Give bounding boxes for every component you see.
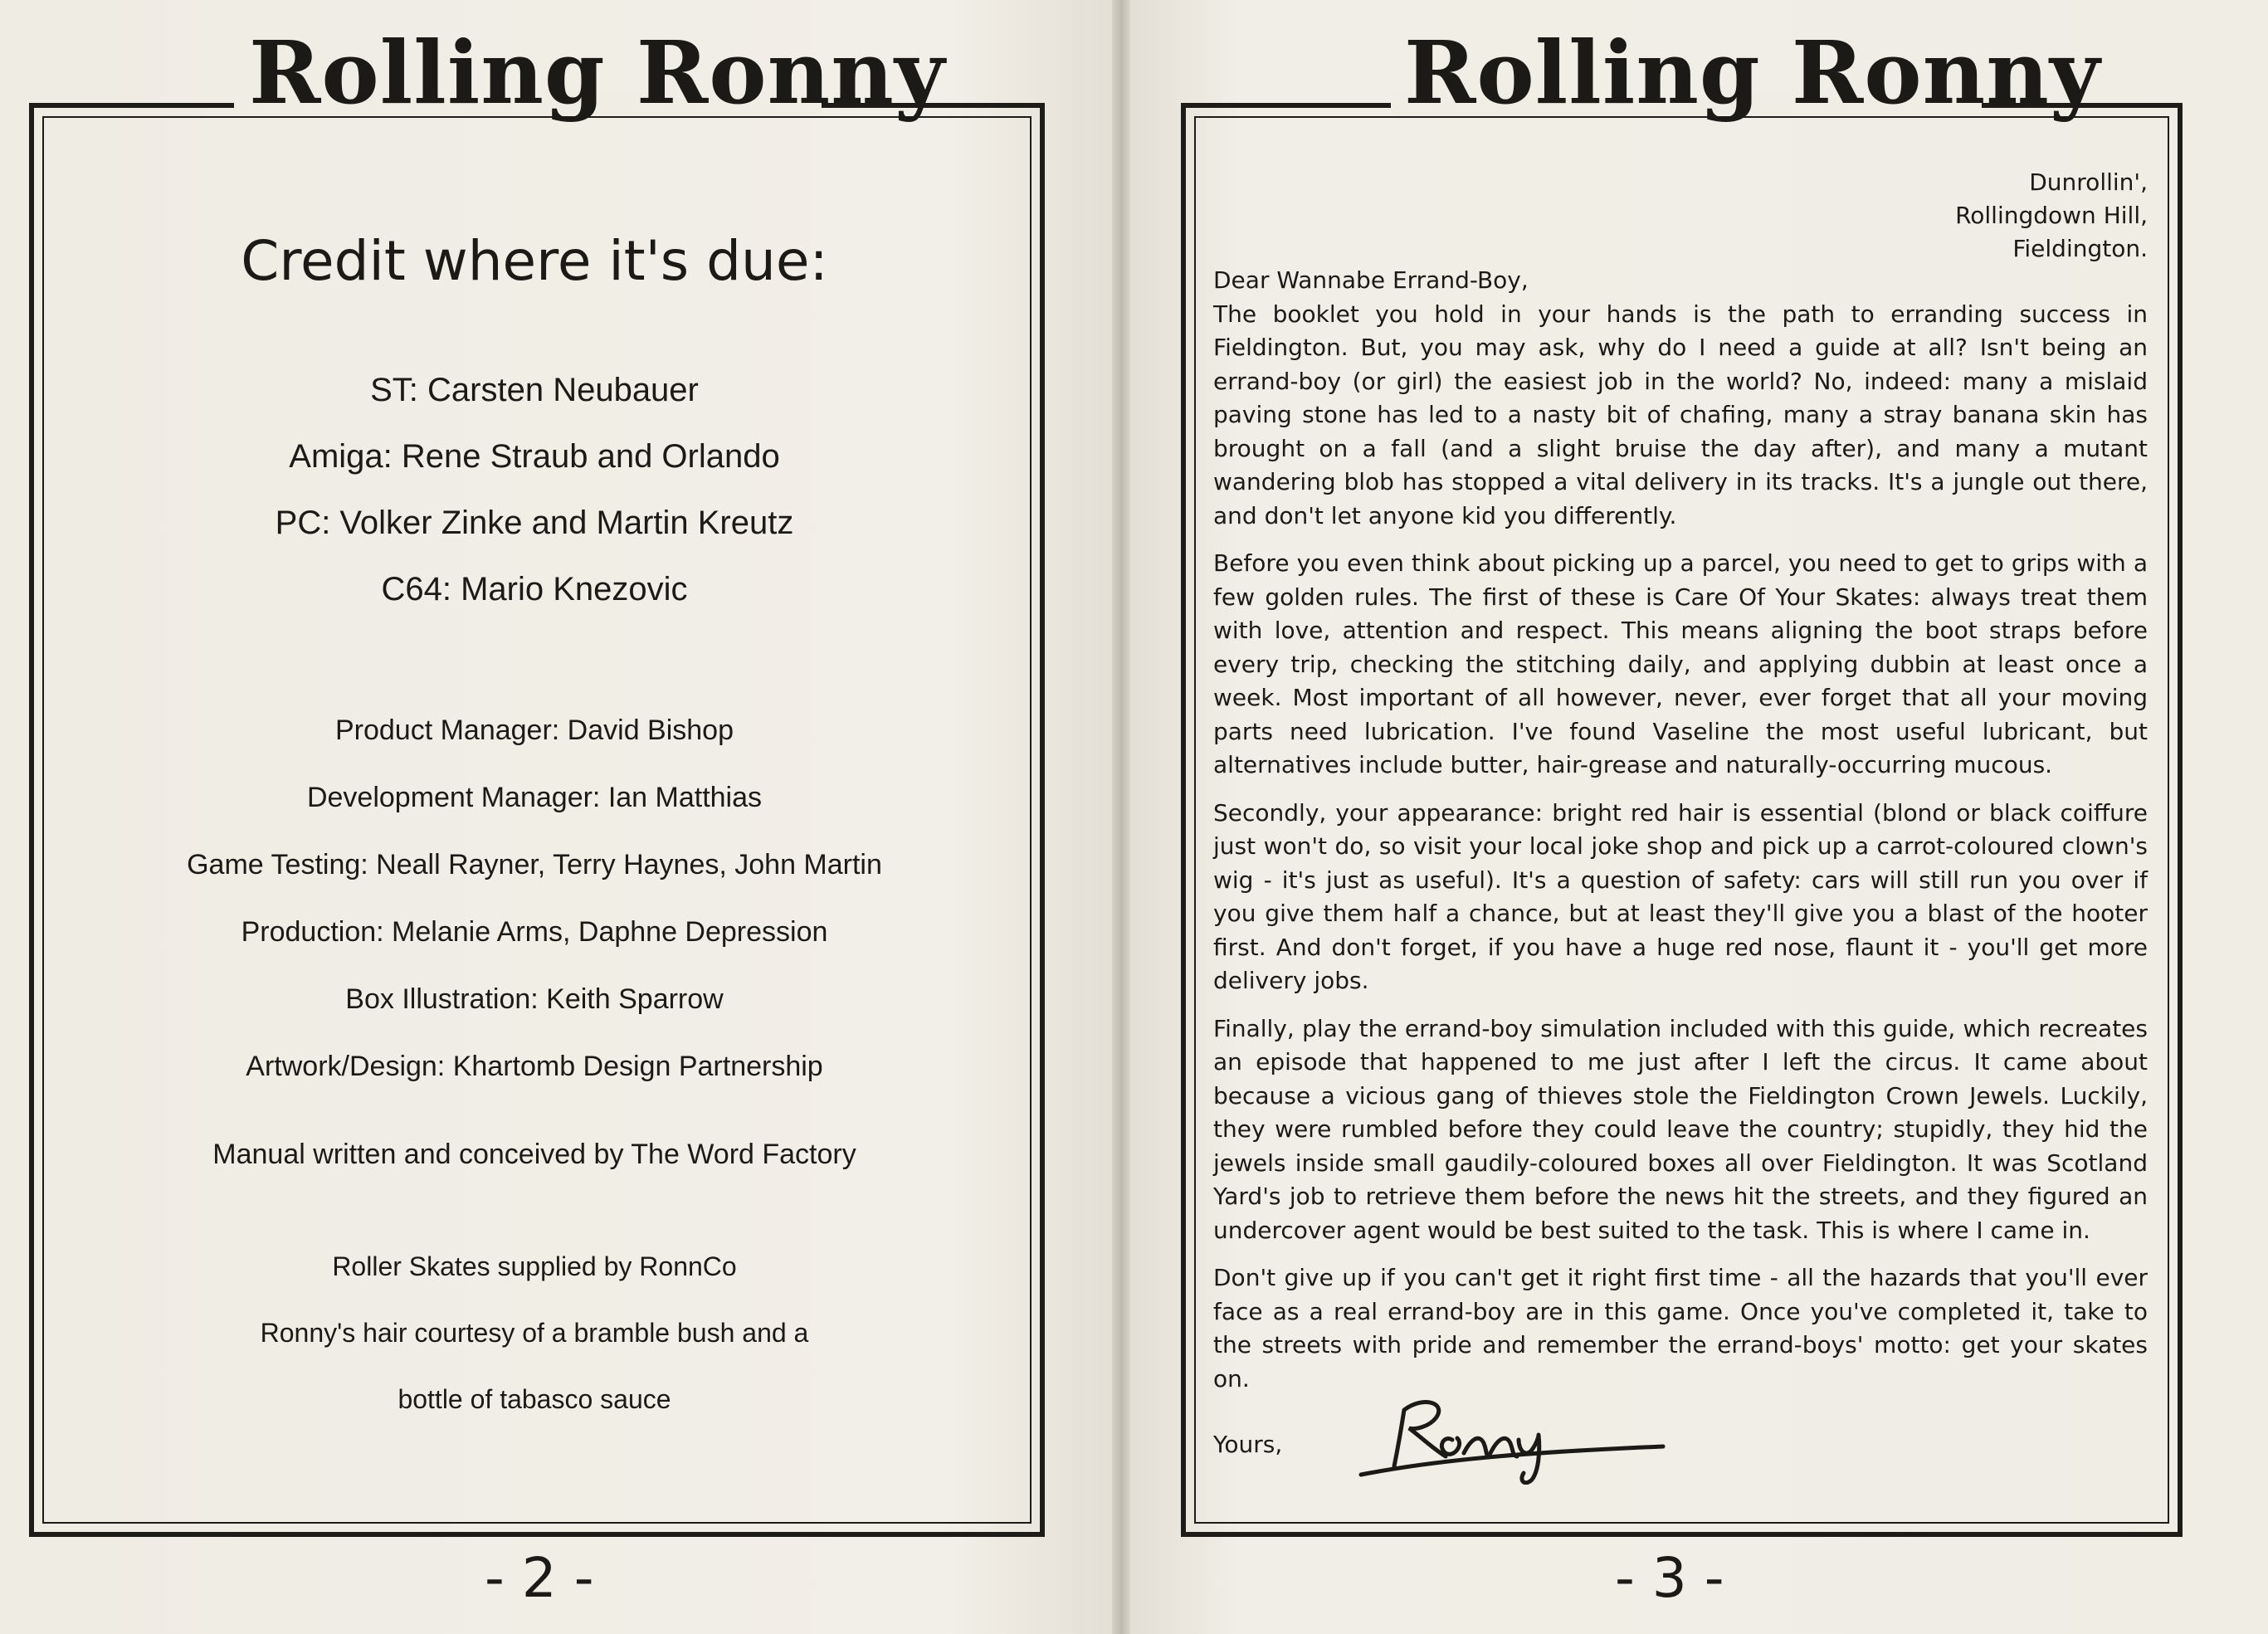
page-number-left: - 2 -: [485, 1546, 594, 1610]
letter-address: [1213, 166, 2148, 266]
letter-closing: [1213, 1410, 2148, 1476]
letter-paragraph: The booklet you hold in your hands is the path to erranding success in Fieldington. But, you may ask, why do I need a guide at all? Isn't being an errand-boy (or girl) the easiest job in the world? No, indeed: many a mislaid paving stone has led to a nasty bit of chafing, many a stray banana skin has brought on a fall (and a slight bruise the day after), and many a mutant wandering blob has stopped a vital delivery in its tracks. It's a jungle out there, and don't let anyone kid you differently.: [1213, 300, 2148, 529]
page-number-right: - 3 -: [1615, 1546, 1724, 1610]
extra-credits: [50, 1233, 1019, 1432]
credit-line: ST: Carsten Neubauer: [370, 372, 699, 408]
letter-greeting: Dear Wannabe Errand-Boy,: [1213, 266, 1529, 294]
credits-heading: Credit where it's due:: [241, 229, 828, 293]
credit-line: bottle of tabasco sauce: [398, 1384, 671, 1414]
address-line: Dunrollin',: [2029, 168, 2148, 196]
credit-line: Roller Skates supplied by RonnCo: [332, 1251, 737, 1281]
right-page-title: Rolling Ronny: [1404, 22, 2101, 124]
credit-line: Development Manager: Ian Matthias: [306, 782, 763, 813]
credit-line: C64: Mario Knezovic: [381, 571, 688, 607]
left-page-title: Rolling Ronny: [249, 22, 946, 124]
letter-paragraph: Secondly, your appearance: bright red hair is essential (blond or black coiffure just won't do, so visit your local joke shop and pick up a carrot-coloured clown's wig - it's just as useful). It's a question of safety: cars will still run you over if you give them half a chance, but at least they'll give you a blast of the hooter first. And don't forget, if you have a huge red nose, flaunt it - you'll get more delivery jobs.: [1213, 798, 2148, 994]
credit-line: Box Illustration: Keith Sparrow: [345, 983, 724, 1015]
book-spine: [1112, 0, 1130, 1634]
letter-paragraph: Finally, play the errand-boy simulation included with this guide, which recreates an episode that happened to me just after I left the circus. It came about because a vicious gang of thieves stole the Fieldington Crown Jewels. Luckily, they were rumbled before they could leave the country; stupidly, they hid the jewels inside small gaudily-coloured boxes all over Fieldington. It was Scotland Yard's job to retrieve them before the news hit the streets, and they figured an undercover agent would be best suited to the task. This is where I came in.: [1213, 1014, 2148, 1244]
credit-line: Ronny's hair courtesy of a bramble bush and a: [260, 1318, 809, 1348]
letter: [1213, 166, 2148, 1476]
address-line: Rollingdown Hill,: [1955, 202, 2148, 229]
credit-line: Product Manager: David Bishop: [334, 715, 734, 746]
letter-paragraph: Don't give up if you can't get it right first time - all the hazards that you'll ever face as a real errand-boy are in this game. Once you've completed it, take to the streets with pride and remember the errand-boys' motto: get your skates on.: [1213, 1264, 2148, 1393]
staff-credits: [50, 697, 1019, 1100]
platform-credits: [50, 357, 1019, 622]
credit-line: PC: Volker Zinke and Martin Kreutz: [275, 505, 794, 541]
credits-section: [50, 224, 1019, 1432]
credit-line: Amiga: Rene Straub and Orlando: [289, 438, 780, 475]
credit-line: Production: Melanie Arms, Daphne Depression: [241, 916, 828, 948]
signature: [1354, 1385, 1670, 1485]
manual-credit: Manual written and conceived by The Word Factory: [212, 1139, 856, 1170]
credit-line: Artwork/Design: Khartomb Design Partnership: [246, 1051, 823, 1082]
credit-line: Game Testing: Neall Rayner, Terry Haynes, John Martin: [187, 849, 882, 880]
sign-off: Yours,: [1213, 1431, 1283, 1458]
address-line: Fieldington.: [2012, 235, 2148, 262]
letter-paragraph: Before you even think about picking up a parcel, you need to get to grips with a few golden rules. The first of these is Care Of Your Skates: always treat them with love, attention and respect. This means aligning the boot straps before every trip, checking the stitching daily, and applying dubbin at least once a week. Most important of all however, never, ever forget that all your moving parts need lubrication. I've found Vaseline the most useful lubricant, but alternatives include butter, hair-grease and naturally-occurring mucous.: [1213, 549, 2148, 778]
